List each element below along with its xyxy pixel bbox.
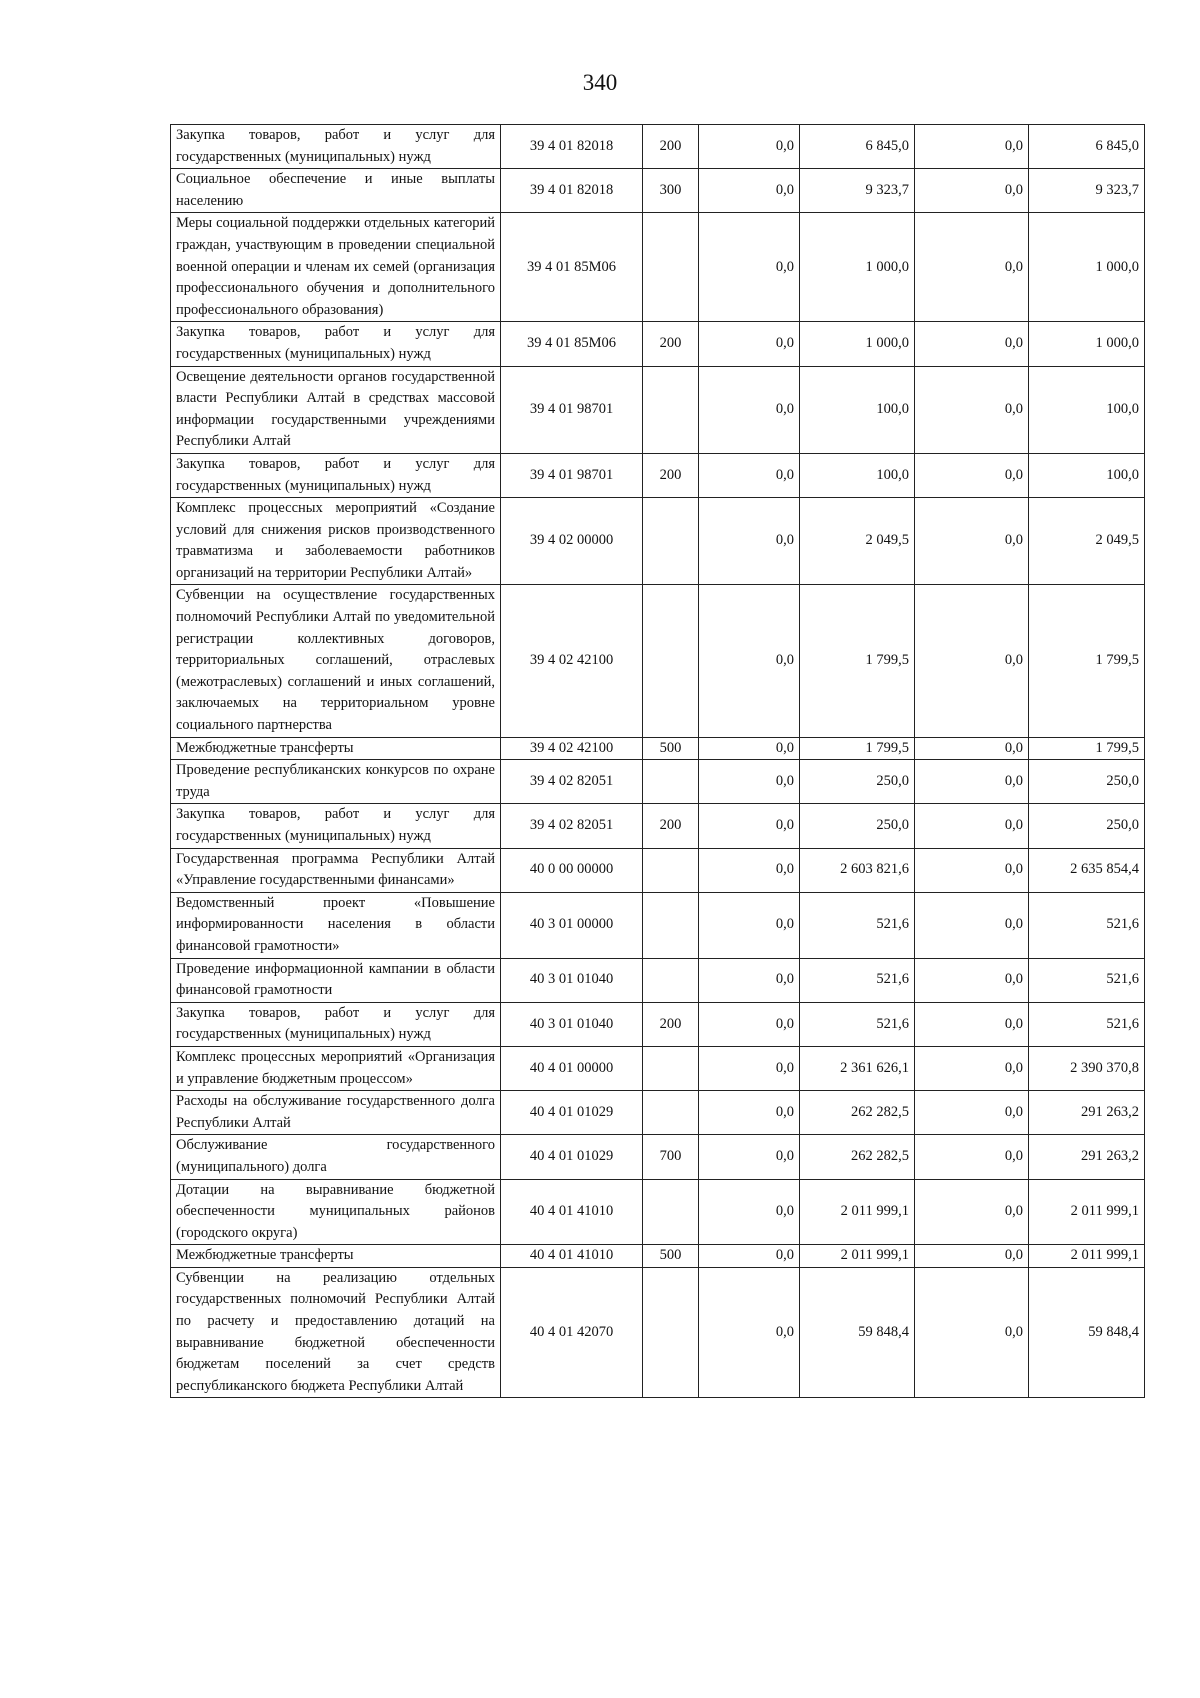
row-value-2: 262 282,5 <box>800 1091 915 1135</box>
row-value-4: 2 049,5 <box>1029 498 1145 585</box>
row-value-1: 0,0 <box>699 804 800 848</box>
row-value-3: 0,0 <box>915 1046 1029 1090</box>
row-value-1: 0,0 <box>699 169 800 213</box>
table-row <box>171 804 1145 848</box>
row-value-2: 1 799,5 <box>800 585 915 737</box>
row-expense-type <box>643 958 699 1002</box>
row-code: 40 3 01 00000 <box>501 892 643 958</box>
table-row <box>171 1267 1145 1398</box>
row-name: Комплекс процессных мероприятий «Организация и управление бюджетным процессом» <box>171 1046 501 1090</box>
row-value-3: 0,0 <box>915 125 1029 169</box>
row-value-2: 2 361 626,1 <box>800 1046 915 1090</box>
row-value-2: 262 282,5 <box>800 1135 915 1179</box>
row-expense-type: 300 <box>643 169 699 213</box>
row-value-3: 0,0 <box>915 958 1029 1002</box>
row-value-1: 0,0 <box>699 498 800 585</box>
row-code: 40 4 01 41010 <box>501 1245 643 1268</box>
row-expense-type <box>643 213 699 322</box>
row-value-1: 0,0 <box>699 1179 800 1245</box>
table-row <box>171 737 1145 760</box>
row-value-1: 0,0 <box>699 585 800 737</box>
row-name: Проведение информационной кампании в области финансовой грамотности <box>171 958 501 1002</box>
row-value-4: 9 323,7 <box>1029 169 1145 213</box>
row-value-4: 250,0 <box>1029 760 1145 804</box>
row-value-1: 0,0 <box>699 213 800 322</box>
row-value-3: 0,0 <box>915 585 1029 737</box>
row-value-3: 0,0 <box>915 322 1029 366</box>
row-value-2: 2 603 821,6 <box>800 848 915 892</box>
row-value-3: 0,0 <box>915 1135 1029 1179</box>
row-value-4: 521,6 <box>1029 1002 1145 1046</box>
row-value-4: 2 390 370,8 <box>1029 1046 1145 1090</box>
row-expense-type <box>643 585 699 737</box>
row-value-2: 521,6 <box>800 892 915 958</box>
row-value-4: 1 000,0 <box>1029 213 1145 322</box>
row-value-1: 0,0 <box>699 1002 800 1046</box>
row-code: 39 4 01 98701 <box>501 366 643 453</box>
row-code: 39 4 02 42100 <box>501 737 643 760</box>
row-expense-type <box>643 892 699 958</box>
row-expense-type: 200 <box>643 125 699 169</box>
row-value-2: 59 848,4 <box>800 1267 915 1398</box>
row-name: Закупка товаров, работ и услуг для государственных (муниципальных) нужд <box>171 804 501 848</box>
row-value-4: 100,0 <box>1029 453 1145 497</box>
row-expense-type <box>643 1179 699 1245</box>
row-value-3: 0,0 <box>915 498 1029 585</box>
row-value-2: 100,0 <box>800 366 915 453</box>
row-expense-type <box>643 760 699 804</box>
table-row <box>171 366 1145 453</box>
table-row <box>171 585 1145 737</box>
row-name: Субвенции на реализацию отдельных государственных полномочий Республики Алтай по расчету и предоставлению дотаций на выравнивание бюджетной обеспеченности бюджетам поселений за счет средств республиканского бюджета Республики Алтай <box>171 1267 501 1398</box>
row-expense-type <box>643 1267 699 1398</box>
row-value-2: 1 799,5 <box>800 737 915 760</box>
row-value-2: 9 323,7 <box>800 169 915 213</box>
row-name: Межбюджетные трансферты <box>171 1245 501 1268</box>
row-expense-type: 500 <box>643 1245 699 1268</box>
row-name: Комплекс процессных мероприятий «Создание условий для снижения рисков производственного травматизма и заболеваемости работников организаций на территории Республики Алтай» <box>171 498 501 585</box>
row-value-2: 250,0 <box>800 804 915 848</box>
table-row <box>171 1245 1145 1268</box>
row-expense-type: 200 <box>643 804 699 848</box>
row-code: 39 4 01 98701 <box>501 453 643 497</box>
row-expense-type: 700 <box>643 1135 699 1179</box>
row-code: 39 4 02 42100 <box>501 585 643 737</box>
row-value-1: 0,0 <box>699 958 800 1002</box>
row-value-3: 0,0 <box>915 892 1029 958</box>
row-value-1: 0,0 <box>699 760 800 804</box>
table-row <box>171 958 1145 1002</box>
row-value-3: 0,0 <box>915 804 1029 848</box>
row-name: Проведение республиканских конкурсов по охране труда <box>171 760 501 804</box>
row-expense-type <box>643 498 699 585</box>
row-value-3: 0,0 <box>915 1091 1029 1135</box>
row-value-1: 0,0 <box>699 848 800 892</box>
table-row <box>171 1002 1145 1046</box>
row-value-1: 0,0 <box>699 1135 800 1179</box>
row-value-1: 0,0 <box>699 322 800 366</box>
row-value-4: 2 011 999,1 <box>1029 1245 1145 1268</box>
row-value-3: 0,0 <box>915 1179 1029 1245</box>
row-value-1: 0,0 <box>699 1267 800 1398</box>
row-expense-type <box>643 366 699 453</box>
row-value-4: 1 799,5 <box>1029 585 1145 737</box>
row-value-4: 6 845,0 <box>1029 125 1145 169</box>
table-row <box>171 498 1145 585</box>
table-row <box>171 1135 1145 1179</box>
row-expense-type: 200 <box>643 322 699 366</box>
row-value-2: 521,6 <box>800 1002 915 1046</box>
row-value-1: 0,0 <box>699 1046 800 1090</box>
row-name: Закупка товаров, работ и услуг для государственных (муниципальных) нужд <box>171 1002 501 1046</box>
row-value-4: 521,6 <box>1029 958 1145 1002</box>
row-expense-type: 200 <box>643 1002 699 1046</box>
row-expense-type <box>643 1091 699 1135</box>
row-value-3: 0,0 <box>915 1267 1029 1398</box>
row-name: Освещение деятельности органов государственной власти Республики Алтай в средствах массовой информации государственными учреждениями Республики Алтай <box>171 366 501 453</box>
row-name: Ведомственный проект «Повышение информированности населения в области финансовой грамотности» <box>171 892 501 958</box>
budget-table-body <box>171 125 1145 1398</box>
row-value-1: 0,0 <box>699 453 800 497</box>
row-value-2: 2 011 999,1 <box>800 1179 915 1245</box>
row-value-1: 0,0 <box>699 125 800 169</box>
row-code: 39 4 01 82018 <box>501 169 643 213</box>
row-value-3: 0,0 <box>915 1245 1029 1268</box>
row-name: Государственная программа Республики Алтай «Управление государственными финансами» <box>171 848 501 892</box>
row-value-4: 1 799,5 <box>1029 737 1145 760</box>
table-row <box>171 892 1145 958</box>
row-value-4: 2 635 854,4 <box>1029 848 1145 892</box>
row-code: 40 4 01 01029 <box>501 1091 643 1135</box>
row-value-3: 0,0 <box>915 1002 1029 1046</box>
row-code: 40 4 01 41010 <box>501 1179 643 1245</box>
row-code: 39 4 02 82051 <box>501 804 643 848</box>
row-value-3: 0,0 <box>915 213 1029 322</box>
row-value-1: 0,0 <box>699 1245 800 1268</box>
row-value-4: 100,0 <box>1029 366 1145 453</box>
row-code: 39 4 02 82051 <box>501 760 643 804</box>
row-value-2: 1 000,0 <box>800 213 915 322</box>
table-row <box>171 1046 1145 1090</box>
row-value-2: 1 000,0 <box>800 322 915 366</box>
row-value-2: 100,0 <box>800 453 915 497</box>
row-name: Дотации на выравнивание бюджетной обеспеченности муниципальных районов (городского округа) <box>171 1179 501 1245</box>
row-code: 40 4 01 01029 <box>501 1135 643 1179</box>
row-code: 40 3 01 01040 <box>501 958 643 1002</box>
row-name: Закупка товаров, работ и услуг для государственных (муниципальных) нужд <box>171 125 501 169</box>
row-code: 39 4 01 82018 <box>501 125 643 169</box>
row-value-3: 0,0 <box>915 848 1029 892</box>
row-code: 40 0 00 00000 <box>501 848 643 892</box>
row-value-3: 0,0 <box>915 453 1029 497</box>
row-code: 40 3 01 01040 <box>501 1002 643 1046</box>
row-value-3: 0,0 <box>915 760 1029 804</box>
table-row <box>171 1179 1145 1245</box>
table-row <box>171 213 1145 322</box>
row-value-3: 0,0 <box>915 169 1029 213</box>
row-value-1: 0,0 <box>699 1091 800 1135</box>
row-name: Закупка товаров, работ и услуг для государственных (муниципальных) нужд <box>171 322 501 366</box>
table-row <box>171 1091 1145 1135</box>
row-value-1: 0,0 <box>699 366 800 453</box>
row-name: Социальное обеспечение и иные выплаты населению <box>171 169 501 213</box>
row-value-4: 291 263,2 <box>1029 1135 1145 1179</box>
row-value-1: 0,0 <box>699 737 800 760</box>
row-value-3: 0,0 <box>915 737 1029 760</box>
row-expense-type: 200 <box>643 453 699 497</box>
budget-table <box>170 124 1145 1398</box>
row-value-2: 6 845,0 <box>800 125 915 169</box>
row-value-2: 2 011 999,1 <box>800 1245 915 1268</box>
row-value-1: 0,0 <box>699 892 800 958</box>
row-value-4: 521,6 <box>1029 892 1145 958</box>
row-value-4: 59 848,4 <box>1029 1267 1145 1398</box>
row-expense-type: 500 <box>643 737 699 760</box>
row-expense-type <box>643 848 699 892</box>
row-value-4: 1 000,0 <box>1029 322 1145 366</box>
row-code: 39 4 02 00000 <box>501 498 643 585</box>
row-name: Обслуживание государственного (муниципального) долга <box>171 1135 501 1179</box>
row-expense-type <box>643 1046 699 1090</box>
row-value-2: 2 049,5 <box>800 498 915 585</box>
row-value-4: 2 011 999,1 <box>1029 1179 1145 1245</box>
row-code: 39 4 01 85М06 <box>501 322 643 366</box>
row-value-4: 250,0 <box>1029 804 1145 848</box>
row-name: Меры социальной поддержки отдельных категорий граждан, участвующим в проведении специальной военной операции и членам их семей (организация профессионального обучения и дополнительного профессионального образования) <box>171 213 501 322</box>
row-value-3: 0,0 <box>915 366 1029 453</box>
table-row <box>171 322 1145 366</box>
row-value-4: 291 263,2 <box>1029 1091 1145 1135</box>
table-row <box>171 760 1145 804</box>
row-code: 40 4 01 00000 <box>501 1046 643 1090</box>
row-name: Расходы на обслуживание государственного долга Республики Алтай <box>171 1091 501 1135</box>
row-code: 40 4 01 42070 <box>501 1267 643 1398</box>
table-row <box>171 848 1145 892</box>
table-row <box>171 125 1145 169</box>
row-code: 39 4 01 85М06 <box>501 213 643 322</box>
table-row <box>171 169 1145 213</box>
row-value-2: 521,6 <box>800 958 915 1002</box>
page-number: 340 <box>582 70 618 95</box>
row-name: Субвенции на осуществление государственных полномочий Республики Алтай по уведомительной регистрации коллективных договоров, территориальных соглашений, отраслевых (межотраслевых) соглашений и иных соглашений, заключаемых на территориальном уровне социального партнерства <box>171 585 501 737</box>
table-row <box>171 453 1145 497</box>
row-value-2: 250,0 <box>800 760 915 804</box>
row-name: Закупка товаров, работ и услуг для государственных (муниципальных) нужд <box>171 453 501 497</box>
row-name: Межбюджетные трансферты <box>171 737 501 760</box>
